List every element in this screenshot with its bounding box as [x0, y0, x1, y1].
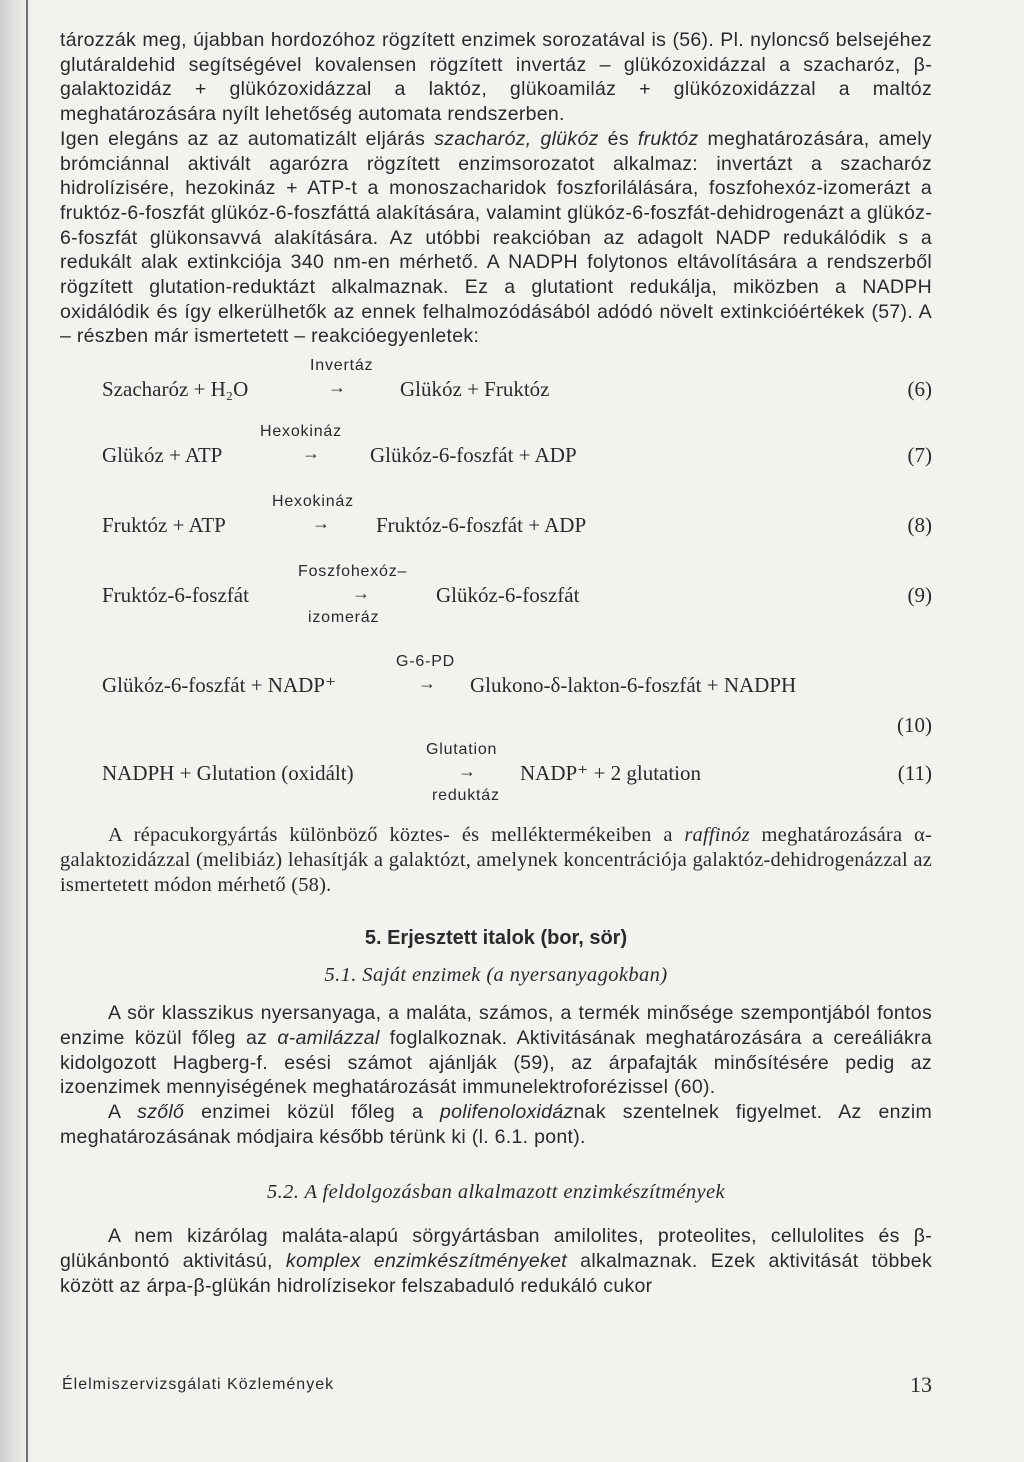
text-span: és	[598, 127, 638, 150]
text-span: A répacukorgyártás különböző köztes- és melléktermékeiben a	[108, 824, 685, 847]
journal-name: Élelmiszervizsgálati Közlemények	[62, 1376, 335, 1393]
section-heading-5-2: 5.2. A feldolgozásban alkalmazott enzimkészítmények	[266, 1181, 726, 1204]
reaction-arrow: →	[458, 761, 476, 782]
text-span: Igen elegáns az az automatizált eljárás	[60, 127, 435, 150]
reaction-arrow: →	[328, 377, 346, 398]
equation-lhs: Szacharóz + H₂O	[102, 377, 249, 402]
text-span: A	[108, 1101, 138, 1124]
italic-term: α-amilázzal	[277, 1026, 380, 1049]
binding-line	[26, 0, 28, 1462]
text-span: meghatározására, amely brómciánnal aktivált agarózra rögzített enzimsorozatot alkalmaz: invertázt a szacharóz hidrolízisére, hezokináz + ATP-t a monoszacharidok foszforilálására, foszfohexóz-izomerázt a fruktóz-6-foszfát glükóz-6-foszfáttá alakítására, valamint glükóz-6-foszfát-dehidrogenázt a glükóz-6-foszfát glükonsavvá alakítására. Az utóbbi reakcióban az adagolt NADP redukálódik s a redukált alak extinkciója 340 nm-en mérhető. A NADPH folytonos eltávolítására a rendszerből rögzített glutation-reduktázt alkalmaznak. Ez a glutationt redukálja, miközben a NADPH oxidálódik és így elkerülhetők az ennek felhalmozódásából adódó növelt extinkcióértékek (57). A – részben már ismertetett – reakcióegyenletek:	[60, 127, 932, 348]
equation-number: (8)	[907, 513, 932, 538]
equation-7	[60, 423, 932, 493]
equation-rhs: Glukono-δ-lakton-6-foszfát + NADPH	[470, 673, 797, 698]
italic-term: fruktóz	[637, 127, 699, 150]
enzyme-label: Foszfohexóz–	[298, 563, 408, 581]
enzyme-label-2: reduktáz	[432, 787, 500, 805]
paragraph-5	[60, 1100, 932, 1149]
equation-number: (10)	[897, 713, 932, 738]
equation-rhs: Glükóz-6-foszfát + ADP	[370, 443, 577, 468]
enzyme-label: Invertáz	[310, 357, 374, 375]
paragraph-6	[60, 1224, 932, 1298]
equation-6	[60, 357, 932, 423]
paragraph-3	[60, 823, 932, 897]
equation-10	[60, 653, 932, 741]
equation-rhs: NADP⁺ + 2 glutation	[520, 761, 702, 786]
equation-lhs: Fruktóz-6-foszfát	[102, 583, 249, 608]
equation-9	[60, 563, 932, 653]
page-content	[60, 28, 932, 1299]
reaction-arrow: →	[352, 583, 370, 604]
italic-term: polifenoloxidáz	[440, 1101, 574, 1124]
equation-number: (9)	[907, 583, 932, 608]
equation-rhs: Glükóz + Fruktóz	[400, 377, 550, 402]
paragraph-1: tározzák meg, újabban hordozóhoz rögzített enzimek sorozatával is (56). Pl. nyloncső belsejéhez glutáraldehid segítségével kovalensen rögzített invertáz – glükózoxidázzal a szacharóz, β-galaktozidáz + glükózoxidázzal a laktóz, glükoamiláz + glükózoxidázzal a maltóz meghatározására nyílt lehetőség automata rendszerben.	[60, 29, 932, 126]
italic-term: szacharóz, glükóz	[434, 127, 599, 150]
italic-term: komplex enzimkészítményeket	[285, 1250, 567, 1273]
enzyme-label: G-6-PD	[396, 653, 456, 671]
text-span: A sör klasszikus nyersanyaga, a maláta, számos, a termék minősége szempontjából fontos enzime közül főleg az	[60, 1002, 932, 1049]
text-span: alkalmaznak. Ezek aktivitását többek között az árpa-β-glükán hidrolízisekor felszabaduló redukáló cukor	[60, 1250, 932, 1297]
paragraph-2	[60, 127, 932, 349]
equation-number: (6)	[907, 377, 932, 402]
enzyme-label-2: izomeráz	[308, 609, 380, 627]
reaction-arrow: →	[312, 513, 330, 534]
paragraph-4	[60, 1001, 932, 1100]
equation-rhs: Glükóz-6-foszfát	[436, 583, 580, 608]
text-span: enzimei közül főleg a	[184, 1101, 441, 1124]
text-span: nak szentelnek figyelmet. Az enzim meghatározásának módjaira később térünk ki (l. 6.1. pont).	[60, 1101, 932, 1148]
italic-term: raffinóz	[684, 824, 750, 847]
text-span: meghatározására α-galaktozidázzal (melibiáz) lehasítják a galaktózt, amelynek koncentrációja galaktóz-dehidrogenázzal az ismertetett módon mérhető (58).	[60, 824, 932, 896]
enzyme-label: Hexokináz	[272, 493, 354, 511]
equation-lhs: Glükóz-6-foszfát + NADP⁺	[102, 673, 337, 698]
section-heading-5: 5. Erjesztett italok (bor, sör)	[364, 927, 628, 950]
reaction-arrow: →	[418, 673, 436, 694]
equation-lhs: Glükóz + ATP	[102, 443, 223, 468]
reaction-arrow: →	[302, 443, 320, 464]
equation-8	[60, 493, 932, 563]
page-edge	[0, 0, 34, 1462]
enzyme-label: Glutation	[426, 741, 498, 759]
equation-11	[60, 741, 932, 823]
italic-term: szőlő	[137, 1101, 185, 1124]
equation-rhs: Fruktóz-6-foszfát + ADP	[376, 513, 587, 538]
page-number: 13	[910, 1372, 932, 1397]
equation-lhs: NADPH + Glutation (oxidált)	[102, 761, 354, 786]
equation-number: (7)	[907, 443, 932, 468]
text-span: A nem kizárólag maláta-alapú sörgyártásban amilolites, proteolites, cellulolites és β-glükánbontó aktivitású,	[60, 1225, 932, 1273]
equation-lhs: Fruktóz + ATP	[102, 513, 226, 538]
enzyme-label: Hexokináz	[260, 423, 342, 441]
text-span: foglalkoznak. Aktivitásának meghatározására a cereáliákra kidolgozott Hagberg-f. esési számot ajánlják (59), az árpafajták minősítésére pedig az izoenzimek mennyiségének meghatározását immunelektroforézissel (60).	[60, 1026, 932, 1099]
equation-number: (11)	[897, 761, 932, 786]
section-heading-5-1: 5.1. Saját enzimek (a nyersanyagokban)	[324, 964, 668, 987]
